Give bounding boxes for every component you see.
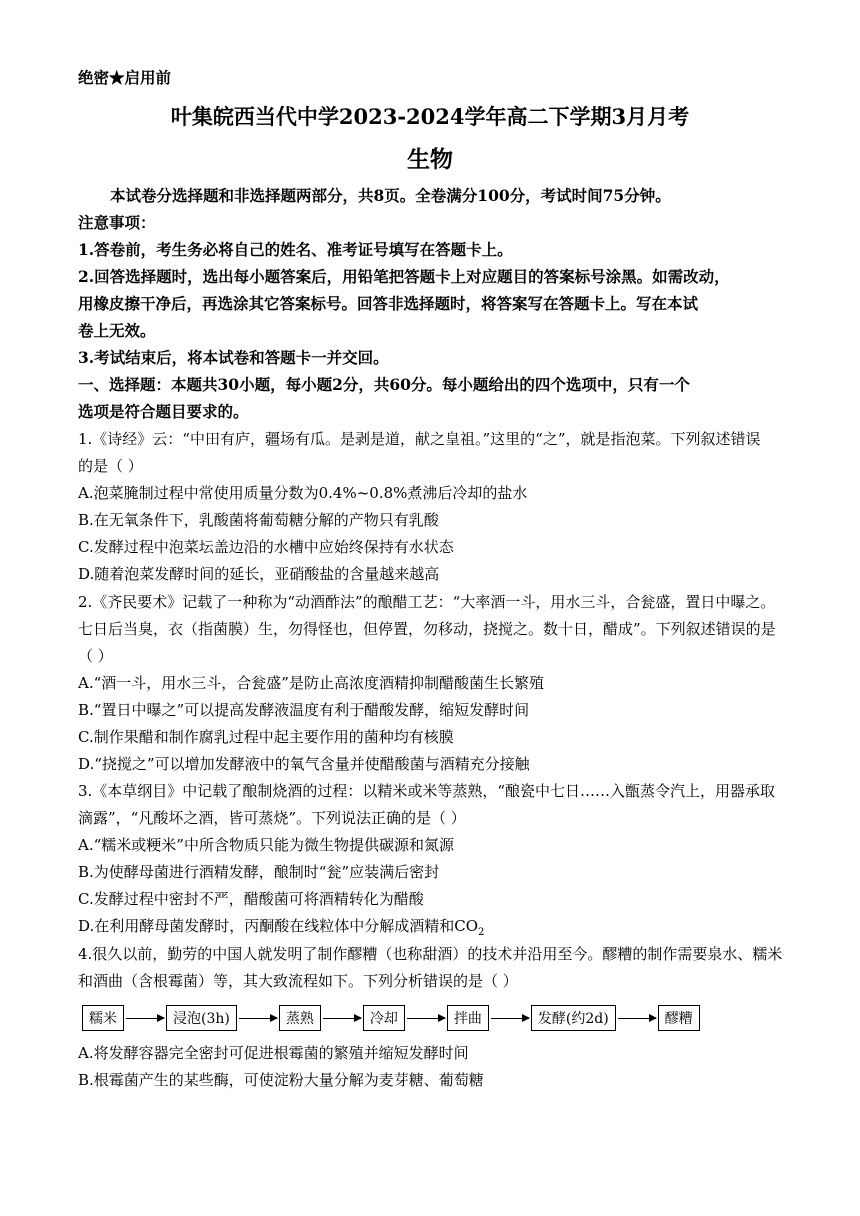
arrow-icon [491,1018,529,1019]
section-heading-line-2: 选项是符合题目要求的。 [78,402,249,421]
note-2-line-3: 卷上无效。 [78,321,156,340]
arrow-icon [239,1018,277,1019]
q3-option-d-text: D.在利用酵母菌发酵时，丙酮酸在线粒体中分解成酒精和CO [78,917,479,935]
arrow-icon [323,1018,361,1019]
notes-heading: 注意事项： [78,213,156,232]
arrow-icon [407,1018,445,1019]
flow-step-steam: 蒸熟 [279,1005,321,1031]
q2-stem-line-1: 2.《齐民要术》记载了一种称为“动酒酢法”的酿醋工艺：“大率酒一斗，用水三斗，合瓮盛，置日中曝之。 [78,593,776,611]
note-2-line-1: 2.回答选择题时，选出每小题答案后，用铅笔把答题卡上对应题目的答案标号涂黑。如需改动， [78,267,730,286]
flow-step-laozao: 醪糟 [658,1005,700,1031]
q4-option-a: A.将发酵容器完全密封可促进根霉菌的繁殖并缩短发酵时间 [78,1044,469,1062]
q4-stem-line-2: 和酒曲（含根霉菌）等，其大致流程如下。下列分析错误的是（ ） [78,972,518,990]
flow-step-cool: 冷却 [363,1005,405,1031]
co2-subscript: 2 [478,927,485,938]
process-flowchart [82,1003,700,1033]
q1-option-c: C.发酵过程中泡菜坛盖边沿的水槽中应始终保持有水状态 [78,538,454,556]
flow-step-mix-starter: 拌曲 [447,1005,489,1031]
q3-option-a: A.“糯米或粳米”中所含物质只能为微生物提供碳源和氮源 [78,836,454,854]
q4-stem-line-1: 4.很久以前，勤劳的中国人就发明了制作醪糟（也称甜酒）的技术并沿用至今。醪糟的制作需要泉水、糯米 [78,945,783,963]
q2-stem-line-3: （ ） [78,647,113,665]
note-2-line-2: 用橡皮擦干净后，再选涂其它答案标号。回答非选择题时，将答案写在答题卡上。写在本试 [78,294,699,313]
q2-stem-line-2: 七日后当臭，衣（指菌膜）生，勿得怪也，但停置，勿移动，挠搅之。数十日，醋成”。下列叙述错误的是 [78,620,776,638]
exam-intro: 本试卷分选择题和非选择题两部分，共8页。全卷满分100分，考试时间75分钟。 [110,186,671,205]
arrow-icon [618,1018,656,1019]
subject-title: 生物 [407,146,453,173]
flow-step-soak: 浸泡(3h) [166,1005,237,1031]
q4-option-b: B.根霉菌产生的某些酶，可使淀粉大量分解为麦芽糖、葡萄糖 [78,1071,484,1089]
q2-option-c: C.制作果醋和制作腐乳过程中起主要作用的菌种均有核膜 [78,728,454,746]
q2-option-a: A.“酒一斗，用水三斗，合瓮盛”是防止高浓度酒精抑制醋酸菌生长繁殖 [78,674,544,692]
q1-option-a: A.泡菜腌制过程中常使用质量分数为0.4%~0.8%煮沸后冷却的盐水 [78,484,528,502]
q1-option-d: D.随着泡菜发酵时间的延长，亚硝酸盐的含量越来越高 [78,565,440,583]
q3-stem-line-1: 3.《本草纲目》中记载了酿制烧酒的过程：以精米或米等蒸熟，“酿瓷中七日……入甑蒸令汽上，用器承取 [78,782,775,800]
arrow-icon [126,1018,164,1019]
q3-option-c: C.发酵过程中密封不严，醋酸菌可将酒精转化为醋酸 [78,890,424,908]
section-heading-line-1: 一、选择题：本题共30小题，每小题2分，共60分。每小题给出的四个选项中，只有一个 [78,375,690,394]
flow-step-glutinous-rice: 糯米 [82,1005,124,1031]
flow-step-ferment: 发酵(约2d) [531,1005,616,1031]
secret-label: 绝密★启用前 [78,68,172,87]
q3-option-d [78,916,484,943]
q1-stem-line-1: 1.《诗经》云：“中田有庐，疆场有瓜。是剥是道，献之皇祖。”这里的“之”，就是指泡菜。下列叙述错误 [78,430,761,448]
note-3: 3.考试结束后，将本试卷和答题卡一并交回。 [78,348,389,367]
q3-option-b: B.为使酵母菌进行酒精发酵，酿制时“瓮”应装满后密封 [78,863,440,881]
q3-stem-line-2: 滴露”，“凡酸坏之酒，皆可蒸烧”。下列说法正确的是（ ） [78,809,466,827]
q1-stem-line-2: 的是（ ） [78,457,143,475]
note-1: 1.答卷前，考生务必将自己的姓名、准考证号填写在答题卡上。 [78,240,513,259]
q2-option-b: B.“置日中曝之”可以提高发酵液温度有利于醋酸发酵，缩短发酵时间 [78,701,530,719]
q2-option-d: D.“挠搅之”可以增加发酵液中的氧气含量并使醋酸菌与酒精充分接触 [78,755,530,773]
exam-title: 叶集皖西当代中学2023-2024学年高二下学期3月月考 [170,104,690,129]
q1-option-b: B.在无氧条件下，乳酸菌将葡萄糖分解的产物只有乳酸 [78,511,439,529]
